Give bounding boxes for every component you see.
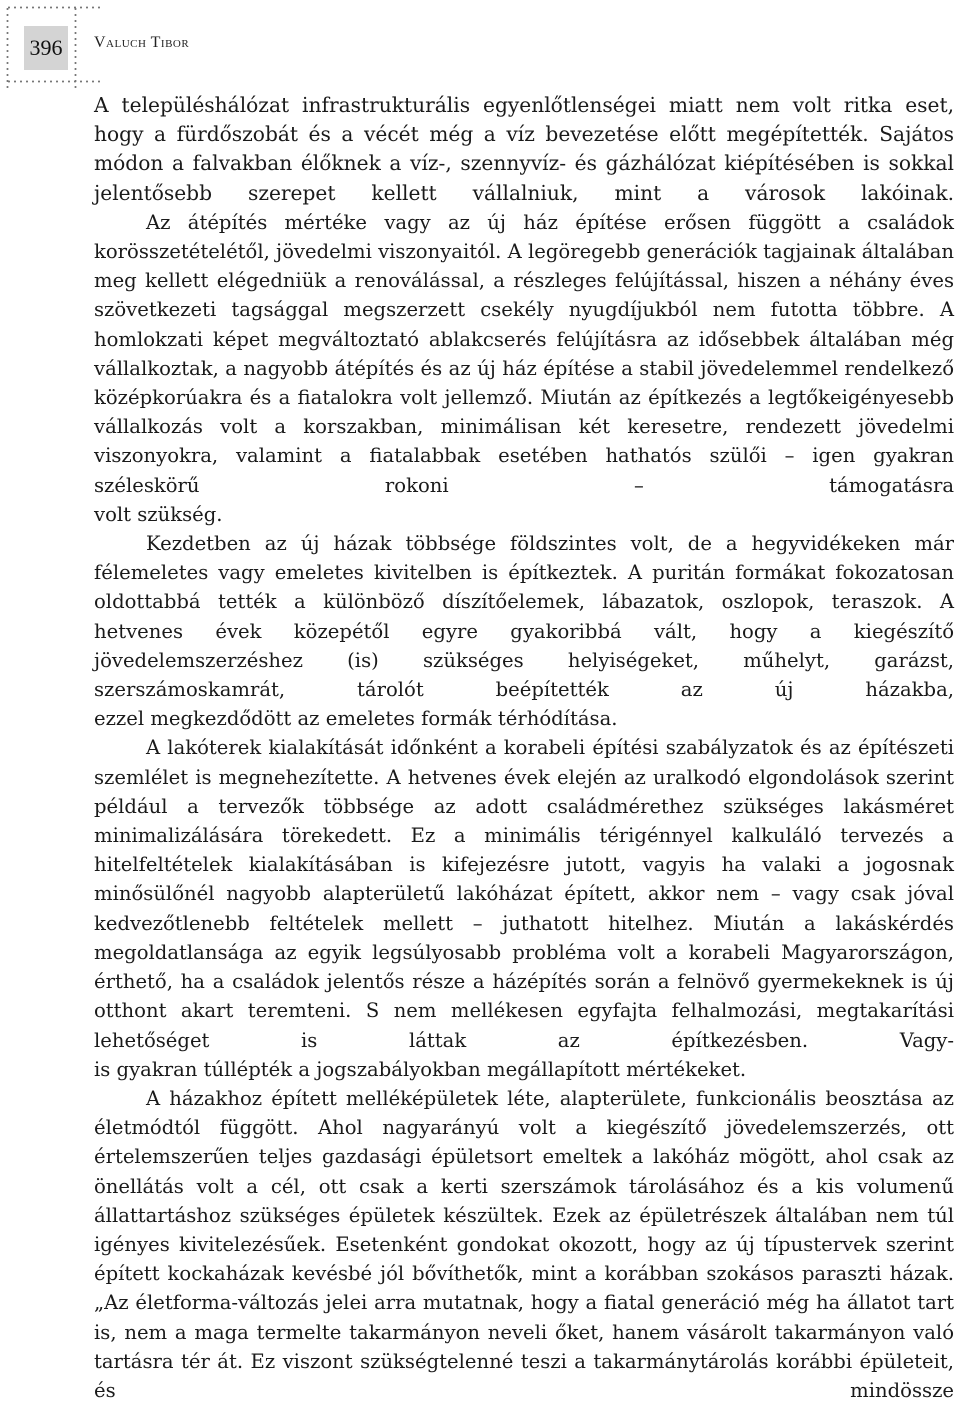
body-text	[94, 91, 954, 1405]
paragraph-4-last-line: is gyakran túllépték a jogszabályokban megállapított mértékeket.	[94, 1057, 747, 1081]
paragraph-1-text: A településhálózat infrastrukturális egyenlőtlenségei miatt nem volt ritka eset, hogy a fürdőszobát és a vécét még a víz bevezetése előtt megépítették. Sajátos módon a falvakban élőknek a víz-, szennyvíz- és gázhálózat kiépítésében is sokkal jelentősebb szerepet kellett vállalniuk, mint a városok lakóinak.	[94, 93, 954, 205]
dotted-rule-separator	[74, 6, 77, 90]
paragraph-5	[94, 1084, 954, 1405]
page-number-text: 396	[29, 35, 63, 60]
paragraph-3	[94, 529, 954, 733]
paragraph-2-text: Az átépítés mértéke vagy az új ház építése erősen függött a családok korösszetételétől, jövedelmi viszonyaitól. A legöregebb generációk tagjainak általában meg kellett elégedniük a renoválással, a részleges felújítással, hiszen a néhány éves szövetkezeti tagsággal megszerzett csekély nyugdíjukból nem futotta többre. A homlokzati képet megváltoztató ablakcserés felújításra az idősebbek általában még vállalkoztak, a nagyobb átépítés és az új ház építése a stabil jövedelemmel rendelkező középkorúakra és a fiatalokra volt jellemző. Miután az építkezés a legtőkeigényesebb vállalkozás volt a korszakban, minimálisan két keresetre, rendezett jövedelmi viszonyokra, valamint a fiatalabbak esetében hathatós szülői – igen gyakran széleskörű rokoni – támogatásra	[94, 210, 954, 497]
dotted-rule-left	[6, 6, 9, 90]
dotted-rule-top	[6, 6, 104, 9]
paragraph-1	[94, 91, 954, 208]
paragraph-3-last-line: ezzel megkezdődött az emeletes formák térhódítása.	[94, 707, 618, 731]
paragraph-5-text: A házakhoz épített melléképületek léte, alapterülete, funkcionális beosztása az életmódtól függött. Ahol nagyarányú volt a kiegészítő jövedelemszerzés, ott értelemszerűen teljes gazdasági épületsort emeltek a lakóház mögött, ahol csak az önellátás volt a cél, ott csak a kerti szerszámok tárolásához és a kis volumenű állattartáshoz szükséges épületek készültek. Ezek az épületrészek általában nem túl igényes kivitelezésűek. Esetenként gondokat okozott, hogy az új típustervek szerint épített kockaházak kevésbé jól bővíthetők, mint a korábban szokásos paraszti házak. „Az életforma-változás jelei arra mutatnak, hogy a fiatal generáció még ha állatot tart is, nem a maga termelte takarmányon neveli őket, hanem vásárolt takarmányon való tartásra tér át. Ez viszont szükségtelenné teszi a takarmánytárolás korábbi épületeit, és mindössze	[94, 1086, 954, 1402]
paragraph-3-text: Kezdetben az új házak többsége földszintes volt, de a hegyvidékeken már félemeletes vagy emeletes kivitelben is építkeztek. A puritán formákat fokozatosan oldottabbá tették a különböző díszítőelemek, lábazatok, oszlopok, teraszok. A hetvenes évek közepétől egyre gyakoribbá vált, hogy a kiegészítő jövedelemszerzéshez (is) szükséges helyiségeket, műhelyt, garázst, szerszámoskamrát, tárolót beépítették az új házakba,	[94, 532, 954, 702]
paragraph-4	[94, 733, 954, 1083]
running-head-author: Valuch Tibor	[94, 34, 190, 51]
page-number	[24, 26, 68, 70]
dotted-rule-under-number	[6, 80, 104, 83]
paragraph-4-text: A lakóterek kialakítását időnként a korabeli építési szabályzatok és az építészeti szemlélet is megnehezítette. A hetvenes évek elején az uralkodó elgondolások szerint például a tervezők többsége az adott családmérethez szükséges lakásméret minimalizálására törekedett. Ez a minimális térigénnyel kalkuláló tervezés a hitelfeltételek kialakításában is kifejezésre jutott, vagyis ha valaki a jogosnak minősülőnél nagyobb alapterületű lakóházat épített, akkor nem – vagy csak jóval kedvezőtlenebb feltételek mellett – juthatott hitelhez. Miután a lakáskérdés megoldatlansága az egyik legsúlyosabb probléma volt a korabeli Magyarországon, érthető, ha a családok jelentős része a házépítés során a felnövő gyermekeknek is új otthont akart teremteni. S nem mellékesen egyfajta felhalmozási, megtakarítási lehetőséget is láttak az építkezésben. Vagy-	[94, 736, 954, 1052]
paragraph-2-last-line: volt szükség.	[94, 502, 223, 526]
paragraph-2	[94, 208, 954, 529]
